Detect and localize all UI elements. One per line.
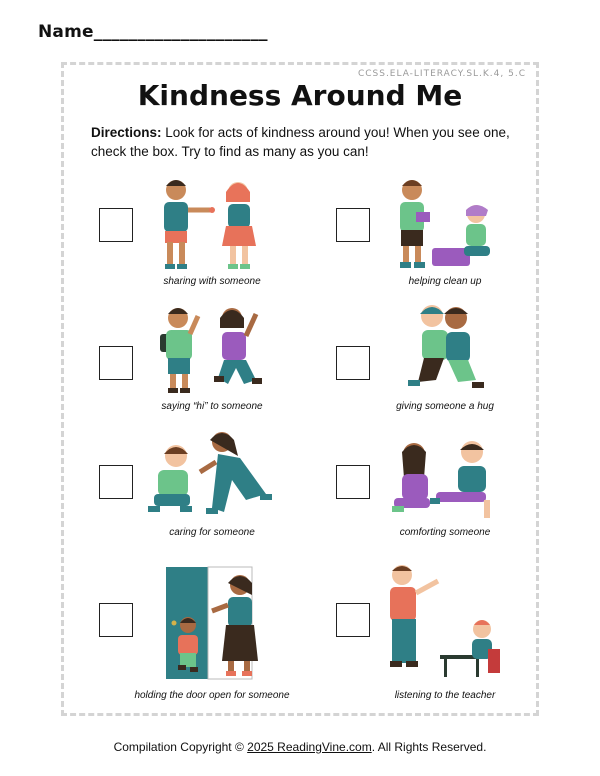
caption-caring: caring for someone (169, 527, 255, 538)
caption-sharing: sharing with someone (163, 276, 261, 287)
caption-listening: listening to the teacher (394, 690, 496, 701)
checkbox-saying-hi[interactable] (99, 346, 133, 380)
kids-hugging-illustration (396, 300, 496, 398)
kids-sharing-illustration (152, 176, 264, 272)
footer-prefix: Compilation Copyright © (113, 740, 248, 754)
footer-suffix: . All Rights Reserved. (371, 740, 487, 754)
kids-caring-illustration (148, 428, 278, 522)
teacher-and-student-illustration (384, 563, 506, 683)
directions-body: Look for acts of kindness around you! When you see one, check the box. Try to find as many as you can! (91, 125, 510, 159)
footer-copyright (0, 740, 600, 754)
kid-holding-door-illustration (162, 565, 262, 683)
directions-label: Directions: (91, 125, 162, 140)
standard-code: CCSS.ELA-LITERACY.SL.K.4, 5.C (357, 69, 526, 79)
name-field-label[interactable]: Name____________________ (38, 22, 268, 42)
checkbox-hug[interactable] (336, 346, 370, 380)
kids-cleaning-illustration (390, 176, 502, 272)
checkbox-holding-door[interactable] (99, 603, 133, 637)
caption-clean-up: helping clean up (408, 276, 482, 287)
checkbox-caring[interactable] (99, 465, 133, 499)
caption-comforting: comforting someone (399, 527, 491, 538)
checkbox-clean-up[interactable] (336, 208, 370, 242)
caption-saying-hi: saying “hi” to someone (161, 401, 263, 412)
page-title: Kindness Around Me (137, 79, 463, 112)
directions-text (91, 123, 511, 161)
kids-comforting-illustration (390, 438, 502, 522)
checkbox-sharing[interactable] (99, 208, 133, 242)
caption-holding-door: holding the door open for someone (134, 690, 290, 701)
caption-hug: giving someone a hug (396, 401, 494, 412)
kids-waving-illustration (152, 302, 272, 398)
readingvine-link[interactable]: 2025 ReadingVine.com (247, 740, 372, 754)
checkbox-comforting[interactable] (336, 465, 370, 499)
checkbox-listening[interactable] (336, 603, 370, 637)
